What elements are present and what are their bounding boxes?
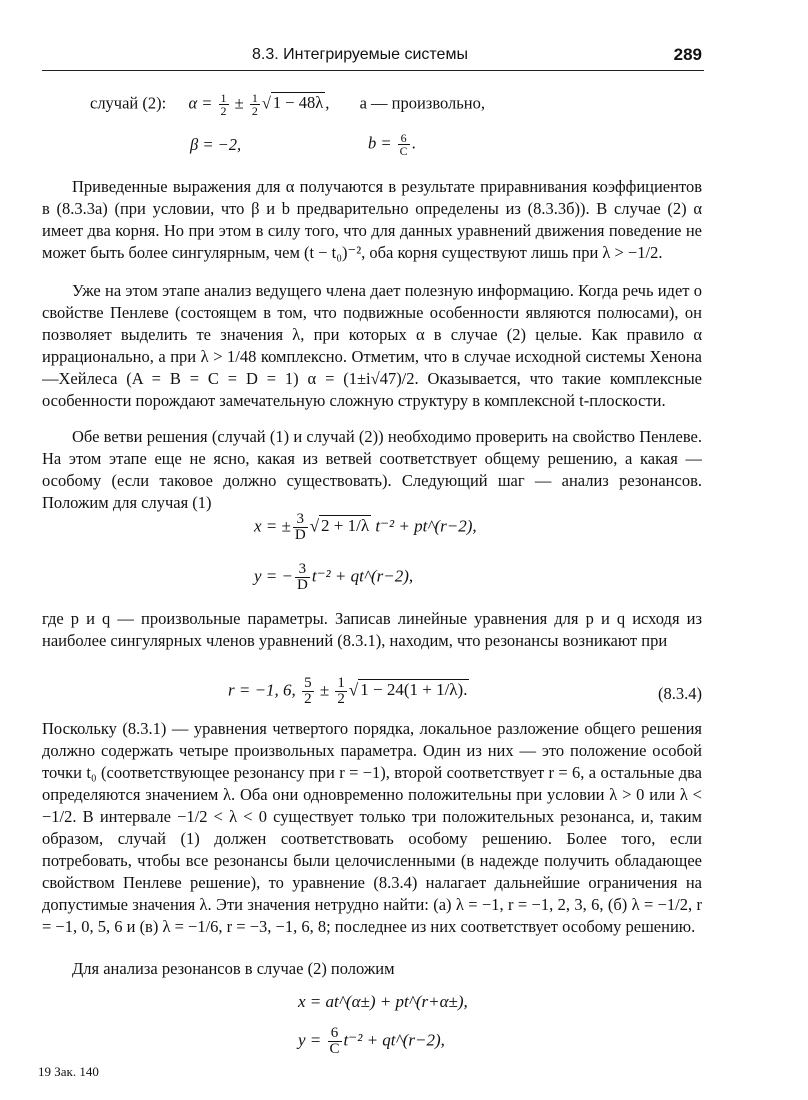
section-title: 8.3. Интегрируемые системы	[252, 46, 468, 63]
paragraph-5: Поскольку (8.3.1) — уравнения четвертого порядка, локальное разложение общего решения должно содержать четыре произвольных параметра. Один из них — это положение особой точки t₀ (соответствующее резонансу при r = −1), второй соответствует r = 6, а остальные два определяются значением λ. Оба они одновременно положительны при условии λ > 0 или λ < −1/2. В интервале −1/2 < λ < 0 существует только три положительных резонанса, и, таким образом, случай (1) должен соответствовать особому решению. Более того, если потребовать, чтобы все резонансы были целочисленными (в надежде получить обладающее свойством Пенлеве решение), то уравнение (8.3.4) налагает дальнейшие ограничения на допустимые значения λ. Эти значения нетрудно найти: (а) λ = −1, r = −1, 2, 3, 6, (б) λ = −1/2, r = −1, 0, 5, 6 и (в) λ = −1/6, r = −3, −1, 6, 8; последнее из них соответствует особому решению.	[42, 719, 702, 936]
alpha-radicand: 1 − 48λ	[272, 93, 324, 113]
equation-number: (8.3.4)	[658, 684, 702, 703]
six-over-c: $\frac{6}{C}$	[329, 1025, 340, 1057]
equation-x-case2: x = at^(α±) + pt^(r+α±),	[298, 992, 468, 1011]
alpha-pm: ±	[230, 93, 248, 113]
x-radicand: 2 + 1/λ	[321, 516, 370, 536]
paragraph-3: Обе ветви решения (случай (1) и случай (2)) необходимо проверить на свойство Пенлеве. На этом этапе еще не ясно, какая из ветвей соответствует общему решению, а какая — особому (если таковое должно существовать). Следующий шаг — анализ резонансов. Положим для случая (1)	[42, 427, 702, 512]
case2-b-line: b = $\frac{6}{C}$ .	[368, 131, 416, 158]
alpha-prefix: α =	[188, 93, 217, 113]
three-over-d-y: $\frac{3}{D}$	[297, 561, 308, 593]
resonance-radicand: 1 − 24(1 + 1/λ).	[360, 680, 468, 700]
one-half: $\frac{1}{2}$	[337, 675, 345, 707]
beta-equation: β = −2,	[190, 135, 242, 154]
five-halves: $\frac{5}{2}$	[304, 675, 312, 707]
equation-y-case2: y = $\frac{6}{C}$ t⁻² + qt^(r−2),	[298, 1025, 445, 1057]
paragraph-6: Для анализа резонансов в случае (2) положим	[72, 959, 395, 978]
b-numerator: 6	[398, 132, 410, 145]
b-denominator: C	[399, 144, 408, 158]
b-prefix: b =	[368, 133, 396, 153]
print-signature: 19 Зак. 140	[38, 1064, 99, 1079]
paragraph-1: Приведенные выражения для α получаются в результате приравнивания коэффициентов в (8.3.3а) (при условии, что β и b предварительно определены из (8.3.3б)). В случае (2) α имеет два корня. Но при этом в силу того, что для данных уравнений движения поведение не может быть более сингулярным, чем (t − t₀)⁻², оба корня существуют лишь при λ > −1/2.	[42, 177, 702, 262]
half-fraction: $\frac{1}{2}$	[220, 91, 227, 118]
running-header	[42, 44, 704, 71]
paragraph-2: Уже на этом этапе анализ ведущего члена дает полезную информацию. Когда речь идет о свойстве Пенлеве (состоящем в том, что подвижные особенности являются полюсами), он позволяет выделить те значения λ, при которых α в случае (2) целые. Как правило α иррационально, а при λ > 1/48 комплексно. Отметим, что в случае исходной системы Хенона—Хейлеса (A = B = C = D = 1) α = (1±i√47)/2. Оказывается, что такие комплексные особенности порождают замечательную сложную структуру в комплексной t-плоскости.	[42, 281, 702, 410]
equation-x-case1: x = ± $\frac{3}{D}$ √ 2 + 1/λ t⁻² + pt^(r−2),	[254, 511, 477, 543]
case2-label: случай (2):	[90, 93, 167, 113]
equation-8-3-4: r = −1, 6, $\frac{5}{2}$ ± $\frac{1}{2}$ √ 1 − 24(1 + 1/λ).	[228, 675, 468, 707]
page-number: 289	[673, 45, 702, 64]
a-arbitrary: a — произвольно,	[359, 93, 486, 113]
equation-y-case1: y = − $\frac{3}{D}$ t⁻² + qt^(r−2),	[254, 561, 414, 593]
case2-beta-line	[190, 134, 241, 156]
case2-alpha-line: случай (2): α = $\frac{1}{2}$ ± $\frac{1}{2}$ √ 1 − 48λ , a — произвольно,	[90, 91, 486, 118]
three-over-d: $\frac{3}{D}$	[294, 511, 306, 543]
b-fraction	[398, 132, 410, 157]
paragraph-4: где p и q — произвольные параметры. Записав линейные уравнения для p и q исходя из наиболее сингулярных членов уравнений (8.3.1), находим, что резонансы возникают при	[42, 609, 702, 650]
half-fraction-2: $\frac{1}{2}$	[251, 91, 258, 118]
